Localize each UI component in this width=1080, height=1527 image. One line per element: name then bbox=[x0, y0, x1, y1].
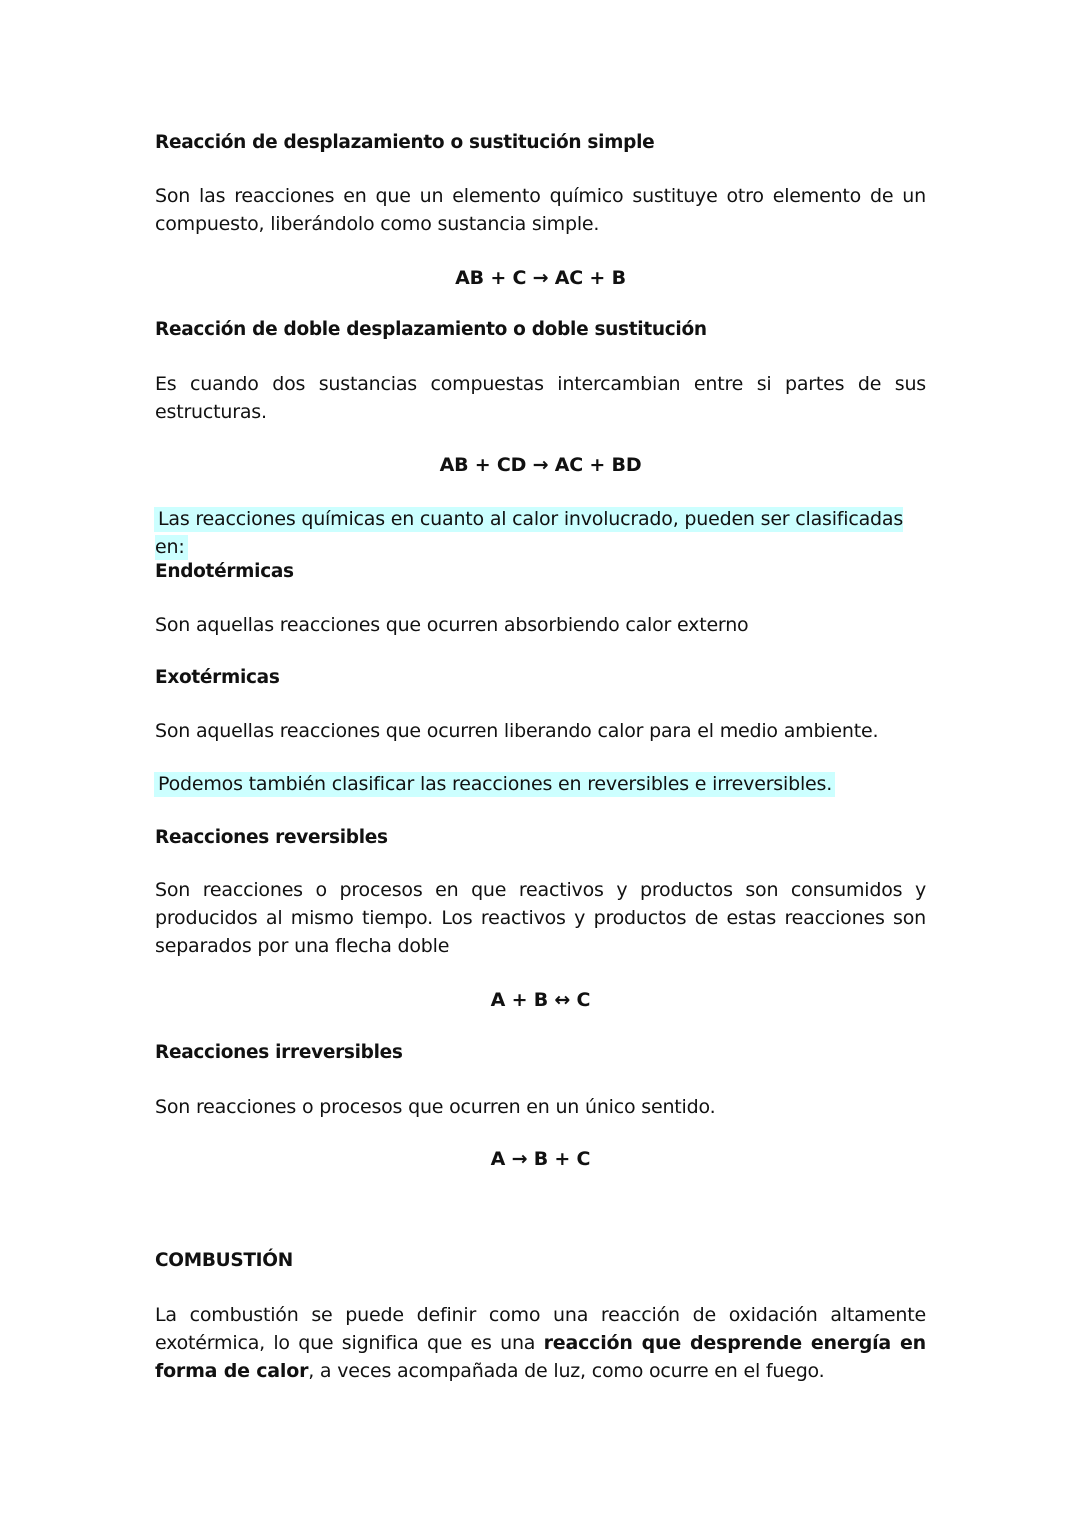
paragraph-simple-displacement: Son las reacciones en que un elemento químico sustituye otro elemento de un compuesto, liberándolo como sustancia simple. bbox=[155, 185, 926, 235]
equation-simple-displacement: AB + C → AC + B bbox=[455, 267, 626, 289]
equation-double-displacement: AB + CD → AC + BD bbox=[439, 454, 642, 476]
paragraph-reversible: Son reacciones o procesos en que reactivos y productos son consumidos y producidos al mismo tiempo. Los reactivos y productos de estas reacciones son separados por una flecha doble bbox=[155, 879, 926, 957]
combustion-text-bold: reacción que desprende energía en forma de calor bbox=[155, 1332, 926, 1382]
paragraph-irreversible: Son reacciones o procesos que ocurren en un único sentido. bbox=[155, 1096, 716, 1118]
combustion-text-part1: La combustión se puede definir como una reacción de oxidación altamente exotérmica, lo que significa que es una bbox=[155, 1304, 926, 1354]
heading-double-displacement: Reacción de doble desplazamiento o doble sustitución bbox=[155, 319, 707, 340]
heading-irreversible: Reacciones irreversibles bbox=[155, 1042, 403, 1063]
heading-endothermic: Endotérmicas bbox=[155, 561, 294, 582]
heading-reversible: Reacciones reversibles bbox=[155, 827, 388, 848]
heading-simple-displacement: Reacción de desplazamiento o sustitución simple bbox=[155, 132, 655, 153]
combustion-text-part2: , a veces acompañada de luz, como ocurre en el fuego. bbox=[308, 1360, 825, 1382]
equation-reversible: A + B ↔ C bbox=[490, 989, 591, 1011]
heading-combustion: COMBUSTIÓN bbox=[155, 1250, 293, 1271]
equation-irreversible: A → B + C bbox=[490, 1148, 591, 1170]
heading-exothermic: Exotérmicas bbox=[155, 667, 280, 688]
highlight-heat-intro-row bbox=[155, 505, 926, 561]
paragraph-double-displacement: Es cuando dos sustancias compuestas intercambian entre si partes de sus estructuras. bbox=[155, 373, 926, 423]
highlight-reversibility-intro-row bbox=[155, 770, 926, 798]
paragraph-endothermic: Son aquellas reacciones que ocurren absorbiendo calor externo bbox=[155, 614, 749, 636]
highlight-heat-intro: Las reacciones químicas en cuanto al calor involucrado, pueden ser clasificadas en: bbox=[155, 508, 904, 558]
paragraph-combustion bbox=[155, 1301, 926, 1385]
paragraph-exothermic: Son aquellas reacciones que ocurren liberando calor para el medio ambiente. bbox=[155, 720, 879, 742]
highlight-reversibility-intro: Podemos también clasificar las reacciones en reversibles e irreversibles. bbox=[154, 772, 835, 797]
